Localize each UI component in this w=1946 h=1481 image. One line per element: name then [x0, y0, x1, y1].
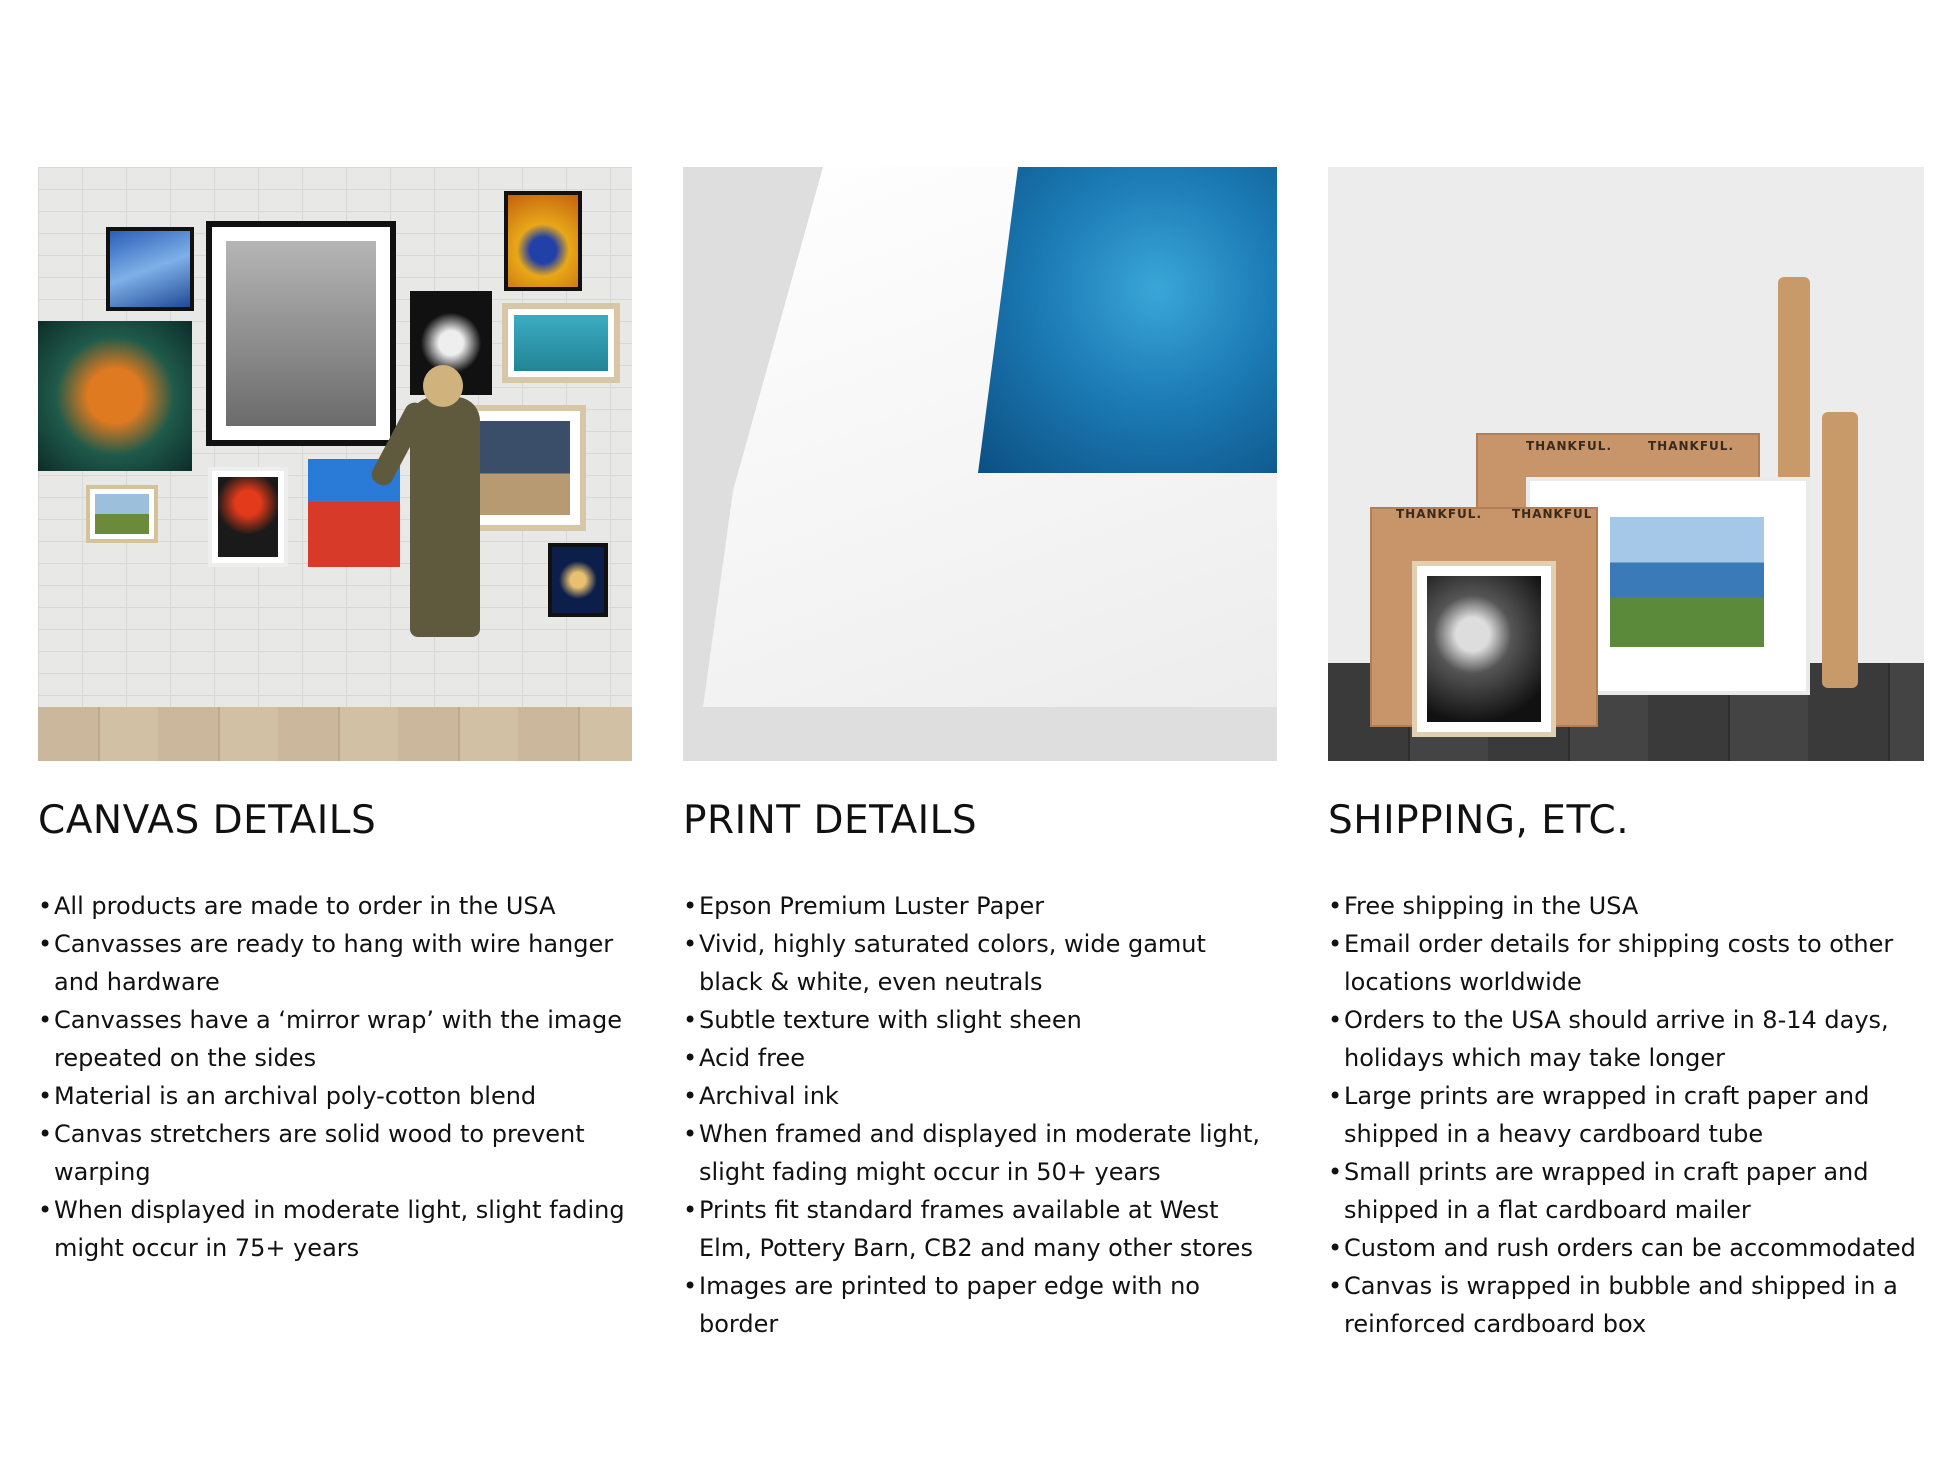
- print-details-heading: PRINT DETAILS: [683, 798, 978, 843]
- canvas-details-list: [38, 887, 632, 1267]
- list-item: •Prints fit standard frames available at West Elm, Pottery Barn, CB2 and many other stores: [683, 1196, 1253, 1262]
- list-item: •Epson Premium Luster Paper: [683, 892, 1045, 920]
- shipping-list: [1328, 887, 1924, 1343]
- framed-street-print: [206, 221, 396, 446]
- list-item: •Canvas is wrapped in bubble and shipped in a reinforced cardboard box: [1328, 1272, 1898, 1338]
- list-item: •Canvasses are ready to hang with wire hanger and hardware: [38, 930, 614, 996]
- list-item: •Email order details for shipping costs to other locations worldwide: [1328, 930, 1894, 996]
- person-figure: [410, 397, 480, 637]
- shipping-column: [1328, 167, 1924, 1343]
- framed-surf-print: [502, 303, 620, 383]
- list-item: •Orders to the USA should arrive in 8-14 days, holidays which may take longer: [1328, 1006, 1889, 1072]
- list-item: •Vivid, highly saturated colors, wide gamut black & white, even neutrals: [683, 930, 1206, 996]
- framed-building-print: [504, 191, 582, 291]
- shipping-heading: SHIPPING, ETC.: [1328, 798, 1630, 843]
- print-details-column: [683, 167, 1277, 1343]
- framed-spoons-print: [208, 467, 288, 567]
- list-item: •When framed and displayed in moderate light, slight fading might occur in 50+ years: [683, 1120, 1260, 1186]
- cardboard-mailer: THANKFUL. THANKFUL: [1370, 507, 1598, 727]
- list-item: •Subtle texture with slight sheen: [683, 1006, 1082, 1034]
- paper-closeup-photo: [683, 167, 1277, 761]
- cardboard-mailer: THANKFUL. THANKFUL.: [1476, 433, 1760, 633]
- list-item: •Material is an archival poly-cotton blend: [38, 1082, 537, 1110]
- canvas-details-column: [38, 167, 632, 1267]
- list-item: •Acid free: [683, 1044, 806, 1072]
- shipping-boxes-photo: [1328, 167, 1924, 761]
- printed-ocean-image: [978, 167, 1277, 473]
- list-item: •Canvas stretchers are solid wood to prevent warping: [38, 1120, 585, 1186]
- list-item: •Free shipping in the USA: [1328, 892, 1639, 920]
- canvas-details-heading: CANVAS DETAILS: [38, 798, 377, 843]
- print-details-list: [683, 887, 1277, 1343]
- list-item: •All products are made to order in the USA: [38, 892, 556, 920]
- canvas-dancer-print: [38, 321, 192, 471]
- list-item: •Canvasses have a ‘mirror wrap’ with the image repeated on the sides: [38, 1006, 622, 1072]
- list-item: •Archival ink: [683, 1082, 839, 1110]
- shipping-tube: [1822, 412, 1858, 688]
- list-item: •Images are printed to paper edge with no border: [683, 1272, 1200, 1338]
- list-item: •Small prints are wrapped in craft paper and shipped in a flat cardboard mailer: [1328, 1158, 1869, 1224]
- framed-leaves-print: [1412, 561, 1556, 737]
- framed-koi-print: [548, 543, 608, 617]
- list-item: •Custom and rush orders can be accommodated: [1328, 1234, 1916, 1262]
- framed-sky-print: [106, 227, 194, 311]
- list-item: •Large prints are wrapped in craft paper and shipped in a heavy cardboard tube: [1328, 1082, 1870, 1148]
- gallery-wall-photo: [38, 167, 632, 761]
- list-item: •When displayed in moderate light, slight fading might occur in 75+ years: [38, 1196, 625, 1262]
- framed-landscape-print: [86, 485, 158, 543]
